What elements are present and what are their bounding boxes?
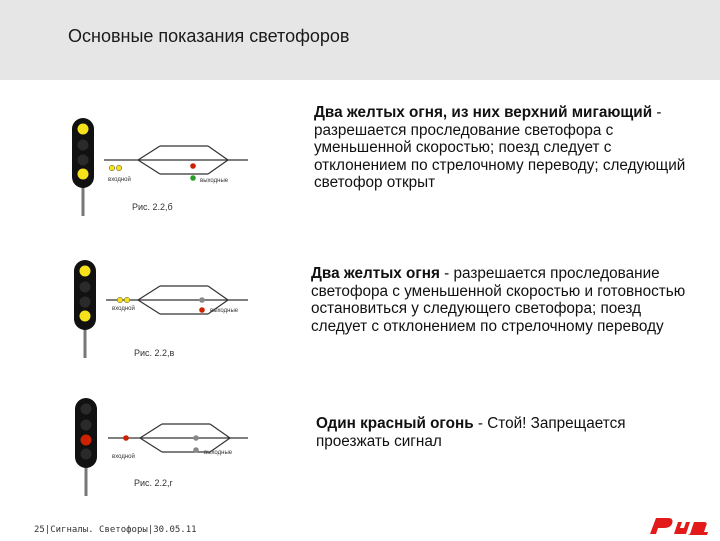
desc1-text: - разрешается проследование светофора с уменьшенной скоростью; поезд следует с отклонением по стрелочному переводу; следующий светофор открыт — [314, 104, 686, 192]
description-red — [316, 415, 696, 450]
desc1-bold: Два желтых огня, из них верхний мигающий — [314, 104, 653, 121]
fig1-label-exit: выходные — [200, 178, 229, 184]
figure-signal-two-yellow-flashing — [68, 116, 256, 212]
fig3-label-exit: выходные — [204, 450, 233, 456]
description-two-yellow — [311, 265, 691, 335]
fig3-caption: Рис. 2.2,г — [134, 478, 173, 488]
figure-signal-red — [68, 396, 256, 492]
fig2-label-entry: входной — [112, 306, 135, 312]
desc2-text: - разрешается проследование светофора с уменьшенной скоростью и готовностью остановиться у следующего светофора; поезд следует с отклонением по стрелочному переводу — [311, 265, 686, 335]
rzd-logo — [648, 514, 712, 541]
fig1-caption: Рис. 2.2,б — [132, 202, 173, 212]
footer-text: 25|Сигналы. Светофоры|30.05.11 — [34, 525, 197, 535]
desc2-bold: Два желтых огня — [311, 265, 440, 282]
fig3-label-entry: входной — [112, 454, 135, 460]
desc3-bold: Один красный огонь — [316, 415, 474, 432]
fig2-label-exit: выходные — [210, 308, 239, 314]
fig2-caption: Рис. 2.2,в — [134, 348, 175, 358]
fig1-label-entry: входной — [108, 177, 131, 183]
description-two-yellow-flashing — [314, 104, 694, 192]
desc3-text: - Стой! Запрещается проезжать сигнал — [316, 415, 626, 450]
page-title: Основные показания светофоров — [68, 26, 350, 46]
figure-signal-two-yellow — [68, 258, 256, 358]
